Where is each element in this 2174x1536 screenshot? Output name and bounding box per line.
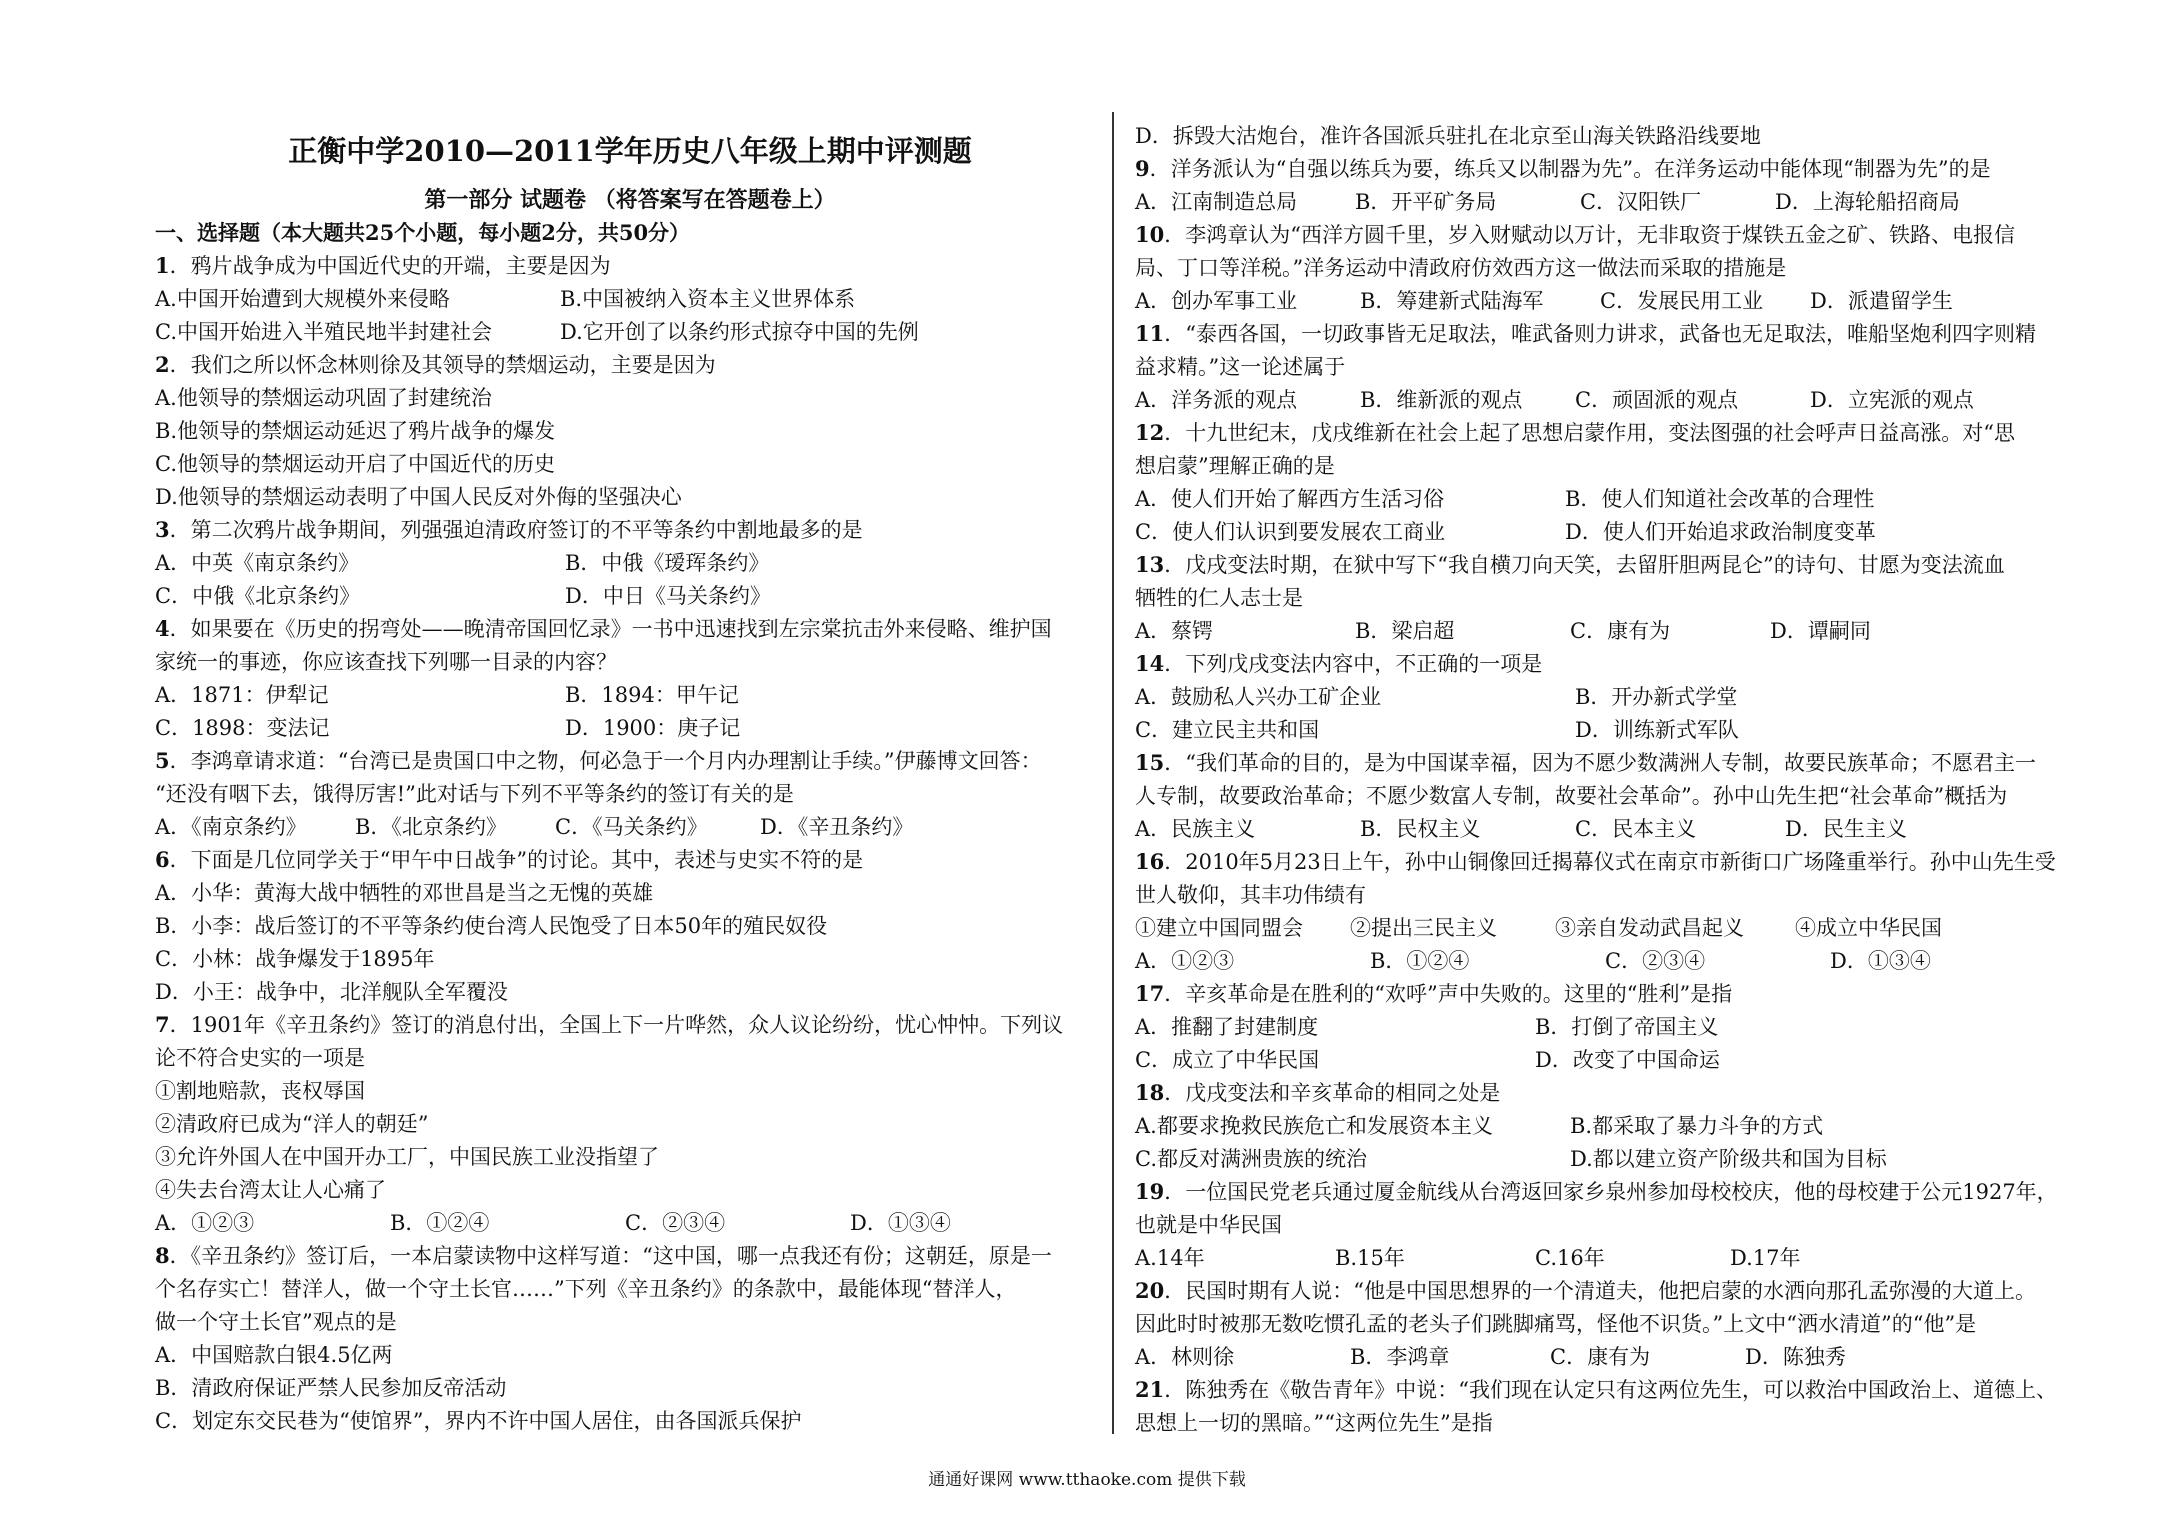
question-2-option-d: D.他领导的禁烟运动表明了中国人民反对外侮的坚强决心 xyxy=(155,485,682,509)
question-10-stem: 10．李鸿章认为“西洋方圆千里，岁入财赋动以万计，无非取资于煤铁五金之矿、铁路、电报信 xyxy=(1135,222,2015,247)
question-8-stem: 8．《辛丑条约》签订后，一本启蒙读物中这样写道：“这中国，哪一点我还有份；这朝廷，原是一 xyxy=(155,1243,1052,1268)
question-14-options-cd: C．建立民主共和国 D．训练新式军队 xyxy=(1135,718,1739,742)
question-6-option-c: C．小林：战争爆发于1895年 xyxy=(155,947,435,971)
question-1-options-cd xyxy=(155,316,919,348)
question-11-stem: 11．“泰西各国，一切政事皆无足取法，唯武备则力讲求，武备也无足取法，唯船坚炮利四字则精 xyxy=(1135,321,2036,346)
question-20-stem: 20．民国时期有人说：“他是中国思想界的一个清道夫，他把启蒙的水洒向那孔孟弥漫的大道上。 xyxy=(1135,1278,2036,1303)
question-20-options: A．林则徐 B．李鸿章 C．康有为 D．陈独秀 xyxy=(1135,1345,1846,1369)
question-12-options-ab: A．使人们开始了解西方生活习俗 B．使人们知道社会改革的合理性 xyxy=(1135,487,1875,511)
question-6-stem: 6．下面是几位同学关于“甲午中日战争”的讨论。其中，表述与史实不符的是 xyxy=(155,847,864,872)
option-a: A.中国开始遭到大规模外来侵略 xyxy=(155,287,450,311)
question-9-options: A．江南制造总局 B．开平矿务局 C．汉阳铁厂 D．上海轮船招商局 xyxy=(1135,190,1960,214)
question-20-stem-cont: 因此时时被那无数吃惯孔孟的老头子们跳脚痛骂，怪他不识货。”上文中“洒水清道”的“他”是 xyxy=(1135,1312,1977,1336)
question-8-option-c: C．划定东交民巷为“使馆界”，界内不许中国人居住，由各国派兵保护 xyxy=(155,1409,802,1433)
option-d: D.它开创了以条约形式掠夺中国的先例 xyxy=(560,320,919,344)
question-19-stem-cont: 也就是中华民国 xyxy=(1135,1213,1282,1237)
question-10-stem-cont: 局、丁口等洋税。”洋务运动中清政府仿效西方这一做法而采取的措施是 xyxy=(1135,256,1787,280)
question-19-options: A.14年 B.15年 C.16年 D.17年 xyxy=(1135,1246,1801,1270)
question-12-options-cd: C．使人们认识到要发展农工商业 D．使人们开始追求政治制度变革 xyxy=(1135,520,1876,544)
question-17-options-cd: C．成立了中华民国 D．改变了中国命运 xyxy=(1135,1048,1720,1072)
question-14-options-ab: A．鼓励私人兴办工矿企业 B．开办新式学堂 xyxy=(1135,685,1738,709)
question-4-stem-cont: 家统一的事迹，你应该查找下列哪一目录的内容？ xyxy=(155,650,617,674)
question-12-stem-cont: 想启蒙”理解正确的是 xyxy=(1135,454,1335,478)
question-8-option-b: B．清政府保证严禁人民参加反帝活动 xyxy=(155,1376,507,1400)
question-18-stem: 18．戊戌变法和辛亥革命的相同之处是 xyxy=(1135,1080,1501,1105)
question-5-stem-cont: “还没有咽下去，饿得厉害!”此对话与下列不平等条约的签订有关的是 xyxy=(155,782,794,806)
footer-credit: 通通好课网 www.tthaoke.com 提供下载 xyxy=(928,1470,1246,1490)
question-16-options: A．①②③ B．①②④ C．②③④ D．①③④ xyxy=(1135,949,1931,973)
question-11-options: A．洋务派的观点 B．维新派的观点 C．顽固派的观点 D．立宪派的观点 xyxy=(1135,388,1974,412)
question-2-option-b: B.他领导的禁烟运动延迟了鸦片战争的爆发 xyxy=(155,419,556,443)
question-4-options-ab: A．1871：伊犁记 B．1894：甲午记 xyxy=(155,683,739,707)
question-13-stem-cont: 牺牲的仁人志士是 xyxy=(1135,586,1303,610)
question-2-stem: 2．我们之所以怀念林则徐及其领导的禁烟运动，主要是因为 xyxy=(155,352,716,377)
option-c: C.中国开始进入半殖民地半封建社会 xyxy=(155,320,492,344)
question-7-item-4: ④失去台湾太让人心痛了 xyxy=(155,1178,386,1202)
question-7-stem-cont: 论不符合史实的一项是 xyxy=(155,1046,365,1070)
column-divider xyxy=(1112,112,1114,1434)
exam-subtitle: 第一部分 试题卷 （将答案写在答题卷上） xyxy=(424,187,836,213)
question-15-stem-cont: 人专制，故要政治革命；不愿少数富人专制，故要社会革命”。孙中山先生把“社会革命”概括为 xyxy=(1135,784,2008,808)
question-13-options: A．蔡锷 B．梁启超 C．康有为 D．谭嗣同 xyxy=(1135,619,1871,643)
question-17-stem: 17．辛亥革命是在胜利的“欢呼”声中失败的。这里的“胜利”是指 xyxy=(1135,981,1733,1006)
question-6-option-b: B．小李：战后签订的不平等条约使台湾人民饱受了日本50年的殖民奴役 xyxy=(155,914,828,938)
section-heading: 一、选择题（本大题共25个小题，每小题2分，共50分） xyxy=(155,220,691,245)
question-15-options: A．民族主义 B．民权主义 C．民本主义 D．民生主义 xyxy=(1135,817,1907,841)
option-b: B.中国被纳入资本主义世界体系 xyxy=(560,287,856,311)
question-16-stem-cont: 世人敬仰，其丰功伟绩有 xyxy=(1135,883,1366,907)
question-15-stem: 15．“我们革命的目的，是为中国谋幸福，因为不愿少数满洲人专制，故要民族革命；不愿君主一 xyxy=(1135,750,2036,775)
question-2-option-c: C.他领导的禁烟运动开启了中国近代的历史 xyxy=(155,452,555,476)
question-4-options-cd: C．1898：变法记 D．1900：庚子记 xyxy=(155,716,741,740)
question-1-options-ab xyxy=(155,283,855,315)
question-7-item-2: ②清政府已成为“洋人的朝廷” xyxy=(155,1112,429,1136)
question-8-option-d: D．拆毁大沽炮台，准许各国派兵驻扎在北京至山海关铁路沿线要地 xyxy=(1135,124,1761,148)
question-3-stem: 3．第二次鸦片战争期间，列强强迫清政府签订的不平等条约中割地最多的是 xyxy=(155,517,863,542)
question-9-stem: 9．洋务派认为“自强以练兵为要，练兵又以制器为先”。在洋务运动中能体现“制器为先”的是 xyxy=(1135,156,1991,181)
question-3-options-ab: A．中英《南京条约》 B．中俄《瑷珲条约》 xyxy=(155,551,770,575)
question-5-options: A．《南京条约》 B．《北京条约》 C．《马关条约》 D．《辛丑条约》 xyxy=(155,815,914,839)
question-5-stem: 5．李鸿章请求道：“台湾已是贵国口中之物，何必急于一个月内办理割让手续。”伊藤博文回答： xyxy=(155,748,1042,773)
question-18-options-cd: C.都反对满洲贵族的统治 D.都以建立资产阶级共和国为目标 xyxy=(1135,1147,1887,1171)
question-17-options-ab: A．推翻了封建制度 B．打倒了帝国主义 xyxy=(1135,1015,1719,1039)
question-19-stem: 19．一位国民党老兵通过厦金航线从台湾返回家乡泉州参加母校校庆，他的母校建于公元1927年， xyxy=(1135,1179,2058,1204)
question-7-options: A．①②③ B．①②④ C．②③④ D．①③④ xyxy=(155,1211,951,1235)
question-6-option-d: D．小王：战争中，北洋舰队全军覆没 xyxy=(155,980,508,1004)
question-12-stem: 12．十九世纪末，戊戌维新在社会上起了思想启蒙作用，变法图强的社会呼声日益高涨。对“思 xyxy=(1135,420,2015,445)
question-16-items: ①建立中国同盟会 ②提出三民主义 ③亲自发动武昌起义 ④成立中华民国 xyxy=(1135,916,1942,940)
question-4-stem: 4．如果要在《历史的拐弯处——晚清帝国回忆录》一书中迅速找到左宗棠抗击外来侵略、维护国 xyxy=(155,616,1052,641)
question-2-option-a: A.他领导的禁烟运动巩固了封建统治 xyxy=(155,386,492,410)
question-3-options-cd: C．中俄《北京条约》 D．中日《马关条约》 xyxy=(155,584,771,608)
question-8-option-a: A．中国赔款白银4.5亿两 xyxy=(155,1343,393,1367)
question-11-stem-cont: 益求精。”这一论述属于 xyxy=(1135,355,1346,379)
question-7-stem: 7．1901年《辛丑条约》签订的消息付出，全国上下一片哗然，众人议论纷纷，忧心忡忡。下列议 xyxy=(155,1012,1064,1037)
question-13-stem: 13．戊戌变法时期，在狱中写下“我自横刀向天笑，去留肝胆两昆仑”的诗句、甘愿为变法流血 xyxy=(1135,552,2005,577)
question-10-options: A．创办军事工业 B．筹建新式陆海军 C．发展民用工业 D．派遣留学生 xyxy=(1135,289,1953,313)
question-14-stem: 14．下列戊戌变法内容中，不正确的一项是 xyxy=(1135,651,1543,676)
question-16-stem: 16．2010年5月23日上午，孙中山铜像回迁揭幕仪式在南京市新街口广场隆重举行。孙中山先生受 xyxy=(1135,849,2056,874)
question-21-stem-cont: 思想上一切的黑暗。”“这两位先生”是指 xyxy=(1135,1411,1493,1435)
question-8-stem-cont-1: 个名存实亡！替洋人，做一个守土长官……”下列《辛丑条约》的条款中，最能体现“替洋人， xyxy=(155,1277,1017,1301)
question-8-stem-cont-2: 做一个守土长官”观点的是 xyxy=(155,1310,397,1334)
question-18-options-ab: A.都要求挽救民族危亡和发展资本主义 B.都采取了暴力斗争的方式 xyxy=(1135,1114,1824,1138)
question-6-option-a: A．小华：黄海大战中牺牲的邓世昌是当之无愧的英雄 xyxy=(155,881,654,905)
question-7-item-1: ①割地赔款，丧权辱国 xyxy=(155,1079,365,1103)
question-21-stem: 21．陈独秀在《敬告青年》中说：“我们现在认定只有这两位先生，可以救治中国政治上、道德上、 xyxy=(1135,1377,2057,1402)
question-7-item-3: ③允许外国人在中国开办工厂，中国民族工业没指望了 xyxy=(155,1145,659,1169)
question-1-stem: 1．鸦片战争成为中国近代史的开端，主要是因为 xyxy=(155,253,611,278)
exam-title: 正衡中学2010—2011学年历史八年级上期中评测题 xyxy=(288,134,972,168)
